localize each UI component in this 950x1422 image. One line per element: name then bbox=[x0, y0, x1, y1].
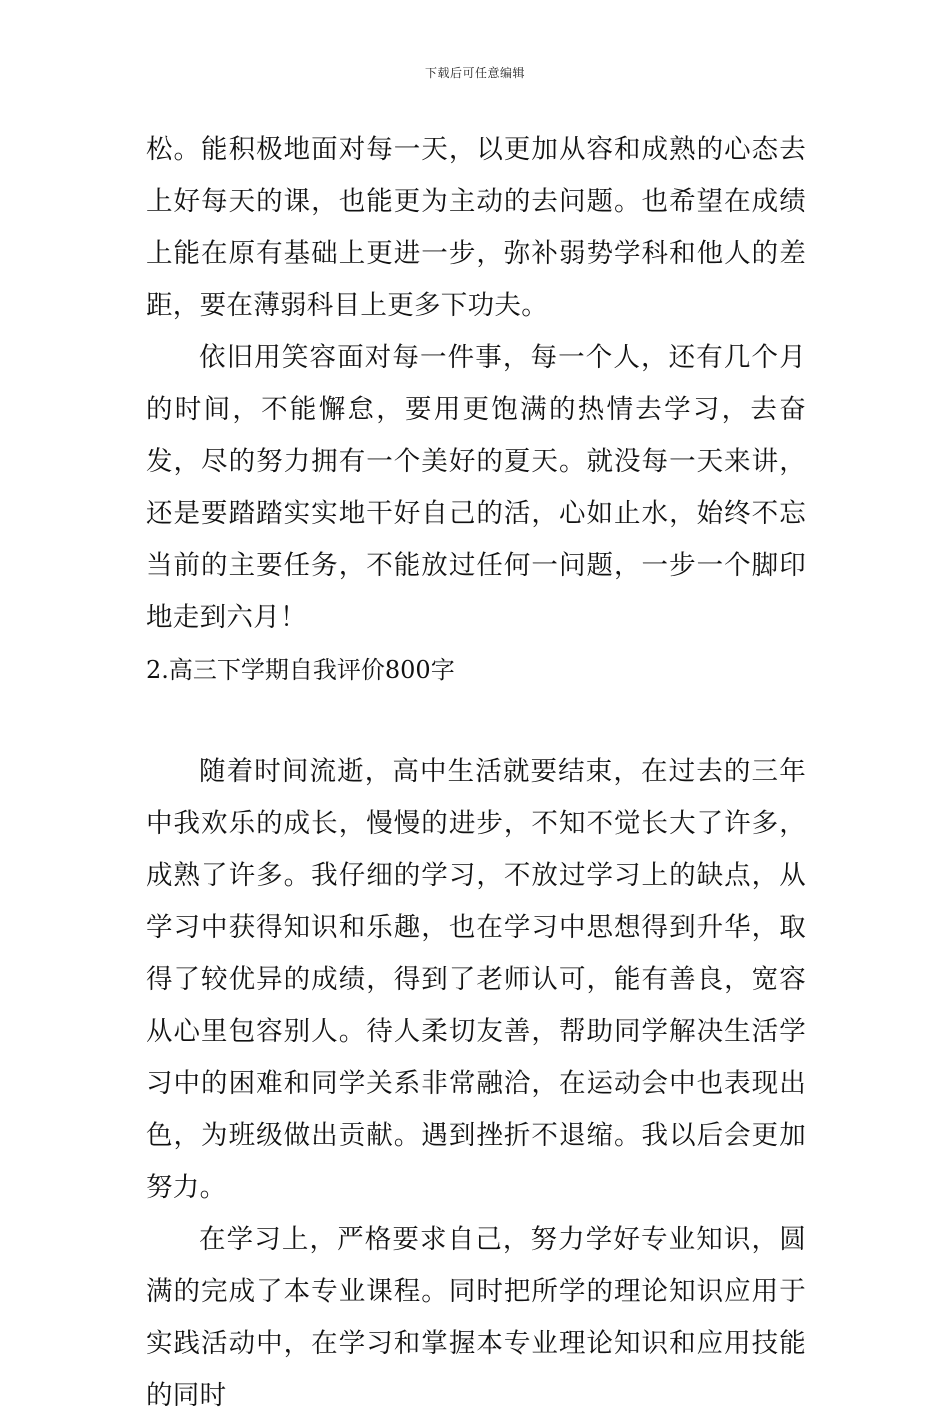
section-spacer bbox=[146, 696, 806, 746]
section-heading: 2.高三下学期自我评价800字 bbox=[146, 656, 455, 684]
document-body bbox=[146, 124, 806, 1422]
page-header: 下载后可任意编辑 bbox=[424, 66, 525, 80]
paragraph-study: 在学习上，严格要求自己，努力学好专业知识，圆满的完成了本专业课程。同时把所学的理论知识应用于实践活动中，在学习和掌握本专业理论知识和应用技能的同时 bbox=[146, 1224, 806, 1411]
paragraph-smile: 依旧用笑容面对每一件事，每一个人，还有几个月的时间，不能懈怠，要用更饱满的热情去学习，去奋发，尽的努力拥有一个美好的夏天。就没每一天来讲，还是要踏踏实实地干好自己的活，心如止水，始终不忘当前的主要任务，不能放过任何一问题，一步一个脚印地走到六月！ bbox=[146, 342, 806, 633]
paragraph-growth: 随着时间流逝，高中生活就要结束，在过去的三年中我欢乐的成长，慢慢的进步，不知不觉长大了许多，成熟了许多。我仔细的学习，不放过学习上的缺点，从学习中获得知识和乐趣，也在学习中思想得到升华，取得了较优异的成绩，得到了老师认可，能有善良，宽容从心里包容别人。待人柔切友善，帮助同学解决生活学习中的困难和同学关系非常融洽，在运动会中也表现出色，为班级做出贡献。遇到挫折不退缩。我以后会更加努力。 bbox=[146, 756, 806, 1203]
paragraph-continuation: 松。能积极地面对每一天，以更加从容和成熟的心态去上好每天的课，也能更为主动的去问题。也希望在成绩上能在原有基础上更进一步，弥补弱势学科和他人的差距，要在薄弱科目上更多下功夫。 bbox=[146, 134, 806, 321]
